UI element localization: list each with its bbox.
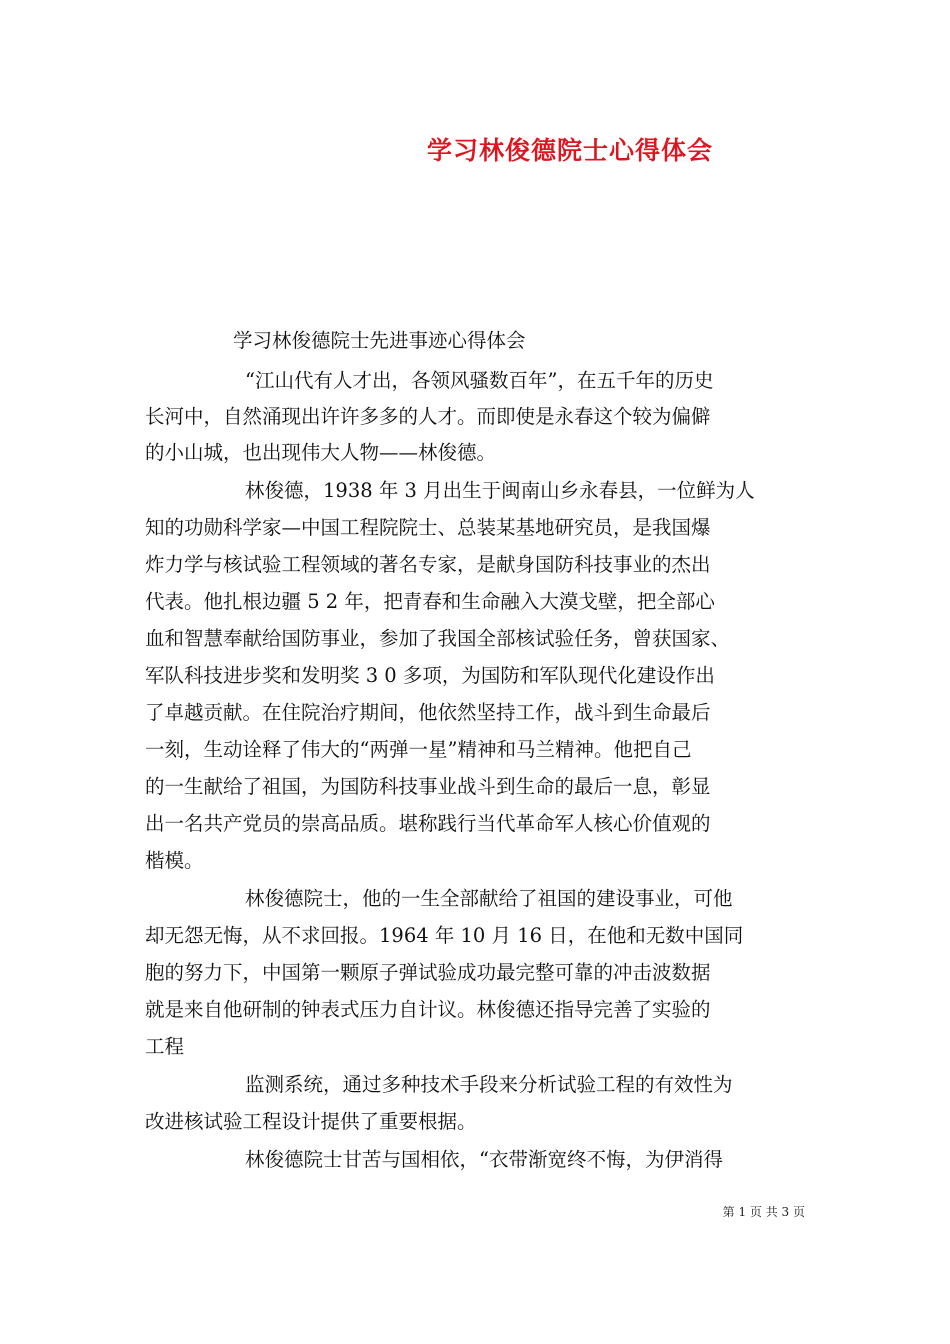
- text-line: 炸力学与核试验工程领域的著名专家，是献身国防科技事业的杰出: [145, 553, 711, 576]
- text-line: 代表。他扎根边疆 5 2 年，把青春和生命融入大漠戈壁，把全部心: [145, 590, 715, 613]
- text-line: 林俊德院士，他的一生全部献给了祖国的建设事业，可他: [245, 887, 733, 910]
- text-line: “江山代有人才出，各领风骚数百年”，在五千年的历史: [245, 369, 714, 392]
- text-line: 了卓越贡献。在住院治疗期间，他依然坚持工作，战斗到生命最后: [145, 701, 711, 724]
- text-line: 血和智慧奉献给国防事业，参加了我国全部核试验任务，曾获国家、: [145, 627, 731, 650]
- text-line: 一刻，生动诠释了伟大的“两弹一星”精神和马兰精神。他把自己: [145, 738, 692, 761]
- text-line: 的小山城，也出现伟大人物——林俊德。: [145, 441, 497, 464]
- text-line: 林俊德，1938 年 3 月出生于闽南山乡永春县，一位鲜为人: [245, 479, 755, 502]
- text-line: 军队科技进步奖和发明奖 3 0 多项，为国防和军队现代化建设作出: [145, 664, 715, 687]
- text-line: 楷模。: [145, 849, 204, 872]
- page-number: 第 1 页 共 3 页: [722, 1205, 805, 1219]
- text-line: 长河中，自然涌现出许许多多的人才。而即使是永春这个较为偏僻: [145, 405, 711, 428]
- text-line: 的一生献给了祖国，为国防科技事业战斗到生命的最后一息，彰显: [145, 775, 711, 798]
- text-line: 胞的努力下，中国第一颗原子弹试验成功最完整可靠的冲击波数据: [145, 961, 711, 984]
- text-line: 出一名共产党员的崇高品质。堪称践行当代革命军人核心价值观的: [145, 812, 711, 835]
- document-subtitle: 学习林俊德院士先进事迹心得体会: [233, 329, 526, 352]
- text-line: 改进核试验工程设计提供了重要根据。: [145, 1110, 477, 1133]
- text-line: 知的功勋科学家—中国工程院院士、总装某基地研究员，是我国爆: [145, 516, 711, 539]
- text-line: 监测系统，通过多种技术手段来分析试验工程的有效性为: [245, 1073, 733, 1096]
- text-line: 却无怨无悔，从不求回报。1964 年 10 月 16 日，在他和无数中国同: [145, 924, 744, 947]
- text-line: 林俊德院士甘苦与国相依，“衣带渐宽终不悔，为伊消得: [245, 1148, 723, 1171]
- text-line: 就是来自他研制的钟表式压力自计议。林俊德还指导完善了实验的: [145, 998, 711, 1021]
- text-line: 工程: [145, 1035, 185, 1058]
- page-title: 学习林俊德院士心得体会: [426, 136, 713, 165]
